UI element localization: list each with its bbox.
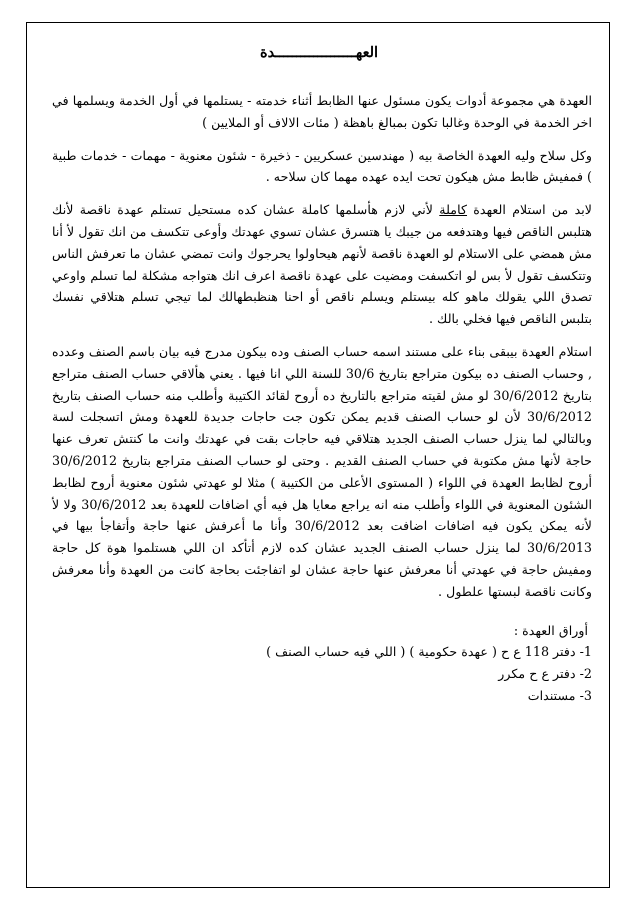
document-title: العهـــــــــــــــــــدة [259,44,379,61]
paragraph-complete-custody-rest: لأني لازم هأسلمها كاملة عشان كده مستحيل تستلم عهدة ناقصة لأنك هتلبس الناقص فيها وهتدفعه من جيبك يا هتسرق عشان تسوي عهدتك وأوعى تتكسف من انك تقول لأ أنا مش همضي على الاستلام لو العهدة ناقصة لأنهم هيحاولوا يحرجوك وانت تمضي عشان ما تعرفش الناس وتتكسف تقول لأ بس لو اتكسفت ومضيت على عهدة ناقصة اعرف انك هتواجه مشكلة لما تسلم واوعي تصدق اللي يقولك ماهو كله بيستلم ويسلم ناقص أو احنا هنظبطهالك لما تيجي تسلم هتلاقي نفسك بتلبس الناقص فيها فخلي بالك . [52,202,592,327]
paragraph-complete-custody [52,199,592,330]
underlined-word: كاملة [439,202,468,218]
attachment-item-3: 3- مستندات [527,687,592,703]
paragraph-complete-custody-start: لابد من استلام العهدة [467,202,593,218]
paragraph-item-account: استلام العهدة بيبقى بناء على مستند اسمه حساب الصنف وده بيكون مدرج فيه بيان باسم الصنف وعدده , وحساب الصنف ده بيكون متراجع بتاريخ 30/6 للسنة اللي انا فيها . يعني هألاقي حساب الصنف متراجع بتاريخ 30/6/2012 لو مش لقيته متراجع بالتاريخ ده أروح لقائد الكتيبة وأطلب منه حساب الصنف بتاريخ 30/6/2012 لأن لو حساب الصنف قديم يمكن تكون جت حاجات جديدة للعهدة ومش اتسجلت لسة وبالتالي لما ينزل حساب الصنف الجديد هتلاقي فيه حاجات بقت في عهدتك وانت ما كنتش تعرف عنها حاجة لأنها مش مكتوبة في حساب الصنف القديم . وحتى لو حساب الصنف متراجع بتاريخ 30/6/2012 أروح لظابط العهدة في اللواء ( المستوى الأعلى من الكتيبة ) مثلا لو عهدتي شئون معنوية أروح لظابط الشئون المعنوية في اللواء وأطلب منه انه يراجع معايا هل فيه أي اضافات للعهدة بعد 30/6/2012 ولا لأ لأنه يمكن يكون فيه اضافات اضافت بعد 30/6/2012 وأنا ما أعرفش عنها حاجة وأتفاجأ بيها في 30/6/2013 لما ينزل حساب الصنف الجديد عشان كده لازم أتأكد ان اللي هستلموا هوة كل حاجة ومفيش حاجة في عهدتي أنا معرفش عنها حاجة عشان لو اتفاجئت بحاجة كانت من العهدة وأنا معرفش وكانت ناقصة لبستها علطول . [52,343,592,599]
paragraph-branches: وكل سلاح وليه العهدة الخاصة بيه ( مهندسين عسكريين - ذخيرة - شئون معنوية - مهمات - خدمات طبية ) فمفيش ظابط مش هيكون تحت ايده عهده مهما كان سلاحه . [52,147,592,185]
document-body [52,90,592,707]
attachment-item-2: 2- دفتر ع ح مكرر [498,666,592,682]
attachments-heading: أوراق العهدة : [513,622,588,638]
paragraph-definition: العهدة هي مجموعة أدوات يكون مسئول عنها الظابط أثناء خدمته - يستلمها في أول الخدمة ويسلمها في اخر الخدمة في الوحدة وغالبا تكون بمبالغ باهظة ( مئات الالاف أو الملايين ) [52,93,592,130]
attachment-item-1: 1- دفتر 118 ع ح ( عهدة حكومية ) ( اللي فيه حساب الصنف ) [266,644,592,660]
